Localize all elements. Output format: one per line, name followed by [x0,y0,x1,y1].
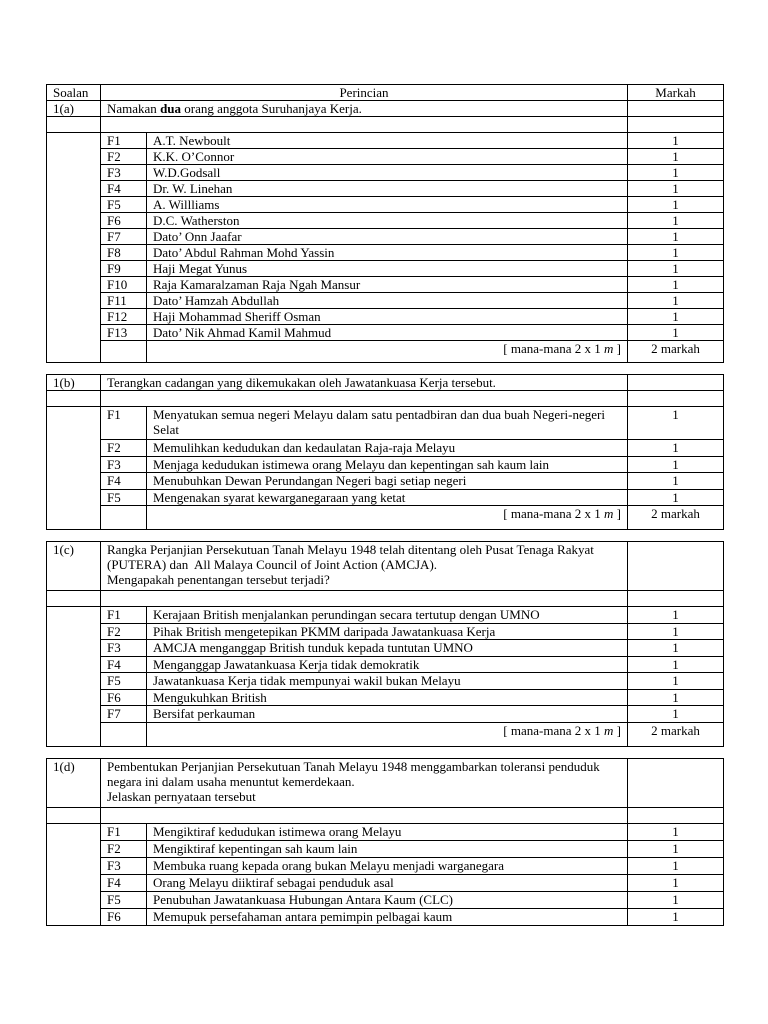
answer-code: F2 [101,623,147,640]
marking-scheme-sheet [46,84,724,926]
answer-row [47,229,724,245]
spacer-cell [628,807,724,823]
answer-mark: 1 [628,229,724,245]
question-number: 1(a) [47,101,101,117]
answer-mark: 1 [628,623,724,640]
spacer-cell [101,391,628,407]
spacer-cell [47,117,101,133]
answer-text: Dato’ Nik Ahmad Kamil Mahmud [147,325,628,341]
answer-mark: 1 [628,656,724,673]
answer-mark: 1 [628,456,724,473]
answer-code: F3 [101,640,147,657]
answer-mark: 1 [628,181,724,197]
answer-text: Haji Mohammad Sheriff Osman [147,309,628,325]
total-mark: 2 markah [628,506,724,530]
answer-mark: 1 [628,309,724,325]
answer-row [47,489,724,506]
answer-text: K.K. O’Connor [147,149,628,165]
spacer-row [47,807,724,823]
answer-code: F2 [101,149,147,165]
emphasis-text: dua [160,101,182,116]
answer-text: Mengiktiraf kedudukan istimewa orang Melayu [147,823,628,840]
answer-mark: 1 [628,325,724,341]
answer-mark: 1 [628,706,724,723]
answer-mark: 1 [628,277,724,293]
total-mark: 2 markah [628,341,724,363]
answer-code: F5 [101,489,147,506]
question-text [101,758,628,807]
answer-row [47,181,724,197]
spacer-cell [628,391,724,407]
answer-text: D.C. Watherston [147,213,628,229]
answer-row [47,857,724,874]
answer-row [47,133,724,149]
spacer-cell [47,591,101,607]
answer-text: W.D.Godsall [147,165,628,181]
gap-cell [47,746,724,758]
answer-row [47,640,724,657]
answer-code: F5 [101,891,147,908]
answer-code: F3 [101,857,147,874]
answer-text: A. Willliams [147,197,628,213]
spacer-cell [628,591,724,607]
answer-text: Dato’ Abdul Rahman Mohd Yassin [147,245,628,261]
question-text [101,375,628,391]
text-part: [ mana-mana 2 x 1 [503,722,605,738]
answer-text: Dato’ Hamzah Abdullah [147,293,628,309]
answer-row [47,149,724,165]
answer-row [47,197,724,213]
answer-mark: 1 [628,689,724,706]
header-row [47,85,724,101]
answer-mark: 1 [628,293,724,309]
answer-row [47,623,724,640]
instruction-blank-cell [101,722,147,746]
answer-mark: 1 [628,640,724,657]
answer-text: Mengenakan syarat kewarganegaraan yang ketat [147,489,628,506]
answer-mark: 1 [628,407,724,440]
answer-code: F3 [101,456,147,473]
answer-mark: 1 [628,245,724,261]
text-part: Pembentukan Perjanjian Persekutuan Tanah Melayu 1948 menggambarkan toleransi penduduk negara ini dalam usaha menuntut kemerdekaan. Jelaskan pernyataan tersebut [107,758,600,804]
text-part: [ mana-mana 2 x 1 [503,341,605,356]
answer-text: A.T. Newboult [147,133,628,149]
mark-unit: m [604,341,614,356]
answer-row [47,891,724,908]
spacer-cell [47,391,101,407]
answer-code: F3 [101,165,147,181]
answer-row [47,293,724,309]
text-part: ] [613,341,621,356]
answer-code: F4 [101,656,147,673]
question-row [47,101,724,117]
answer-mark: 1 [628,908,724,925]
answer-mark: 1 [628,149,724,165]
answer-mark: 1 [628,489,724,506]
answer-code: F6 [101,213,147,229]
text-part: orang anggota Suruhanjaya Kerja. [181,101,362,116]
question-number: 1(d) [47,758,101,807]
answer-text: Dato’ Onn Jaafar [147,229,628,245]
answer-row [47,213,724,229]
answer-code: F1 [101,407,147,440]
answer-code: F6 [101,689,147,706]
answer-mark: 1 [628,165,724,181]
header-markah: Markah [628,85,724,101]
answer-text: Dr. W. Linehan [147,181,628,197]
question-mark-cell [628,101,724,117]
answer-mark: 1 [628,607,724,624]
answer-mark: 1 [628,840,724,857]
answer-text: Memupuk persefahaman antara pemimpin pelbagai kaum [147,908,628,925]
answer-row [47,407,724,440]
answer-blank-cell [47,407,101,530]
spacer-row [47,117,724,133]
text-part: [ mana-mana 2 x 1 [503,506,605,521]
answer-text: Menganggap Jawatankuasa Kerja tidak demokratik [147,656,628,673]
answer-code: F7 [101,229,147,245]
answer-text: Haji Megat Yunus [147,261,628,277]
answer-text: Pihak British mengetepikan PKMM daripada Jawatankuasa Kerja [147,623,628,640]
spacer-cell [101,807,628,823]
answer-row [47,165,724,181]
answer-code: F11 [101,293,147,309]
answer-blank-cell [47,607,101,747]
question-row [47,542,724,591]
spacer-cell [628,117,724,133]
answer-code: F5 [101,197,147,213]
answer-code: F10 [101,277,147,293]
question-mark-cell [628,375,724,391]
answer-mark: 1 [628,440,724,457]
answer-code: F2 [101,840,147,857]
answer-text: AMCJA menganggap British tunduk kepada tuntutan UMNO [147,640,628,657]
answer-code: F13 [101,325,147,341]
answer-row [47,607,724,624]
instruction-row [47,341,724,363]
spacer-cell [101,591,628,607]
answer-code: F6 [101,908,147,925]
answer-code: F4 [101,874,147,891]
table-body [47,85,724,926]
text-part: ] [613,722,621,738]
answer-text: Raja Kamaralzaman Raja Ngah Mansur [147,277,628,293]
answer-code: F2 [101,440,147,457]
answer-code: F9 [101,261,147,277]
text-part: Rangka Perjanjian Persekutuan Tanah Melayu 1948 telah ditentang oleh Pusat Tenaga Rakyat (PUTERA) dan All Malaya Council of Joint Action (AMCJA). Mengapakah penentangan tersebut terjadi? [107,542,594,587]
answer-row [47,840,724,857]
gap-cell [47,530,724,542]
answer-text: Penubuhan Jawatankuasa Hubungan Antara Kaum (CLC) [147,891,628,908]
section-gap [47,363,724,375]
answer-text: Mengukuhkan British [147,689,628,706]
answer-text: Membuka ruang kepada orang bukan Melayu menjadi warganegara [147,857,628,874]
answer-row [47,277,724,293]
answer-text: Mengiktiraf kepentingan sah kaum lain [147,840,628,857]
answer-row [47,874,724,891]
answer-text: Jawatankuasa Kerja tidak mempunyai wakil bukan Melayu [147,673,628,690]
spacer-cell [101,117,628,133]
spacer-row [47,591,724,607]
question-row [47,758,724,807]
answer-row [47,440,724,457]
mark-unit: m [604,506,614,521]
answer-row [47,309,724,325]
instruction-text [147,722,628,746]
question-mark-cell [628,542,724,591]
instruction-row [47,506,724,530]
section-gap [47,746,724,758]
answer-text: Menjaga kedudukan istimewa orang Melayu dan kepentingan sah kaum lain [147,456,628,473]
answer-text: Menyatukan semua negeri Melayu dalam satu pentadbiran dan dua buah Negeri-negeri Selat [147,407,628,440]
instruction-text [147,506,628,530]
answer-row [47,261,724,277]
answer-row [47,473,724,490]
spacer-row [47,391,724,407]
answer-code: F12 [101,309,147,325]
header-soalan: Soalan [47,85,101,101]
answer-code: F4 [101,473,147,490]
answer-blank-cell [47,823,101,925]
answer-row [47,245,724,261]
marking-scheme-table [46,84,724,926]
answer-mark: 1 [628,891,724,908]
answer-row [47,823,724,840]
answer-text: Bersifat perkauman [147,706,628,723]
answer-row [47,689,724,706]
answer-code: F4 [101,181,147,197]
answer-row [47,908,724,925]
answer-mark: 1 [628,857,724,874]
answer-mark: 1 [628,823,724,840]
instruction-blank-cell [101,506,147,530]
text-part: Namakan [107,101,161,116]
question-text [101,542,628,591]
answer-text: Menubuhkan Dewan Perundangan Negeri bagi setiap negeri [147,473,628,490]
answer-text: Memulihkan kedudukan dan kedaulatan Raja-raja Melayu [147,440,628,457]
answer-mark: 1 [628,197,724,213]
answer-mark: 1 [628,133,724,149]
total-mark: 2 markah [628,722,724,746]
spacer-cell [47,807,101,823]
gap-cell [47,363,724,375]
question-mark-cell [628,758,724,807]
answer-code: F1 [101,823,147,840]
answer-mark: 1 [628,874,724,891]
question-row [47,375,724,391]
section-gap [47,530,724,542]
mark-unit: m [604,722,614,738]
question-text [101,101,628,117]
answer-mark: 1 [628,261,724,277]
question-number: 1(b) [47,375,101,391]
text-part: ] [613,506,621,521]
answer-row [47,456,724,473]
answer-mark: 1 [628,213,724,229]
instruction-row [47,722,724,746]
instruction-text [147,341,628,363]
answer-row [47,325,724,341]
answer-text: Orang Melayu diiktiraf sebagai penduduk asal [147,874,628,891]
answer-code: F8 [101,245,147,261]
answer-row [47,706,724,723]
answer-text: Kerajaan British menjalankan perundingan secara tertutup dengan UMNO [147,607,628,624]
answer-row [47,673,724,690]
answer-code: F5 [101,673,147,690]
answer-mark: 1 [628,673,724,690]
answer-blank-cell [47,133,101,363]
header-perincian: Perincian [101,85,628,101]
answer-code: F1 [101,133,147,149]
text-part: Terangkan cadangan yang dikemukakan oleh Jawatankuasa Kerja tersebut. [107,375,496,390]
answer-mark: 1 [628,473,724,490]
answer-code: F1 [101,607,147,624]
answer-code: F7 [101,706,147,723]
question-number: 1(c) [47,542,101,591]
answer-row [47,656,724,673]
instruction-blank-cell [101,341,147,363]
